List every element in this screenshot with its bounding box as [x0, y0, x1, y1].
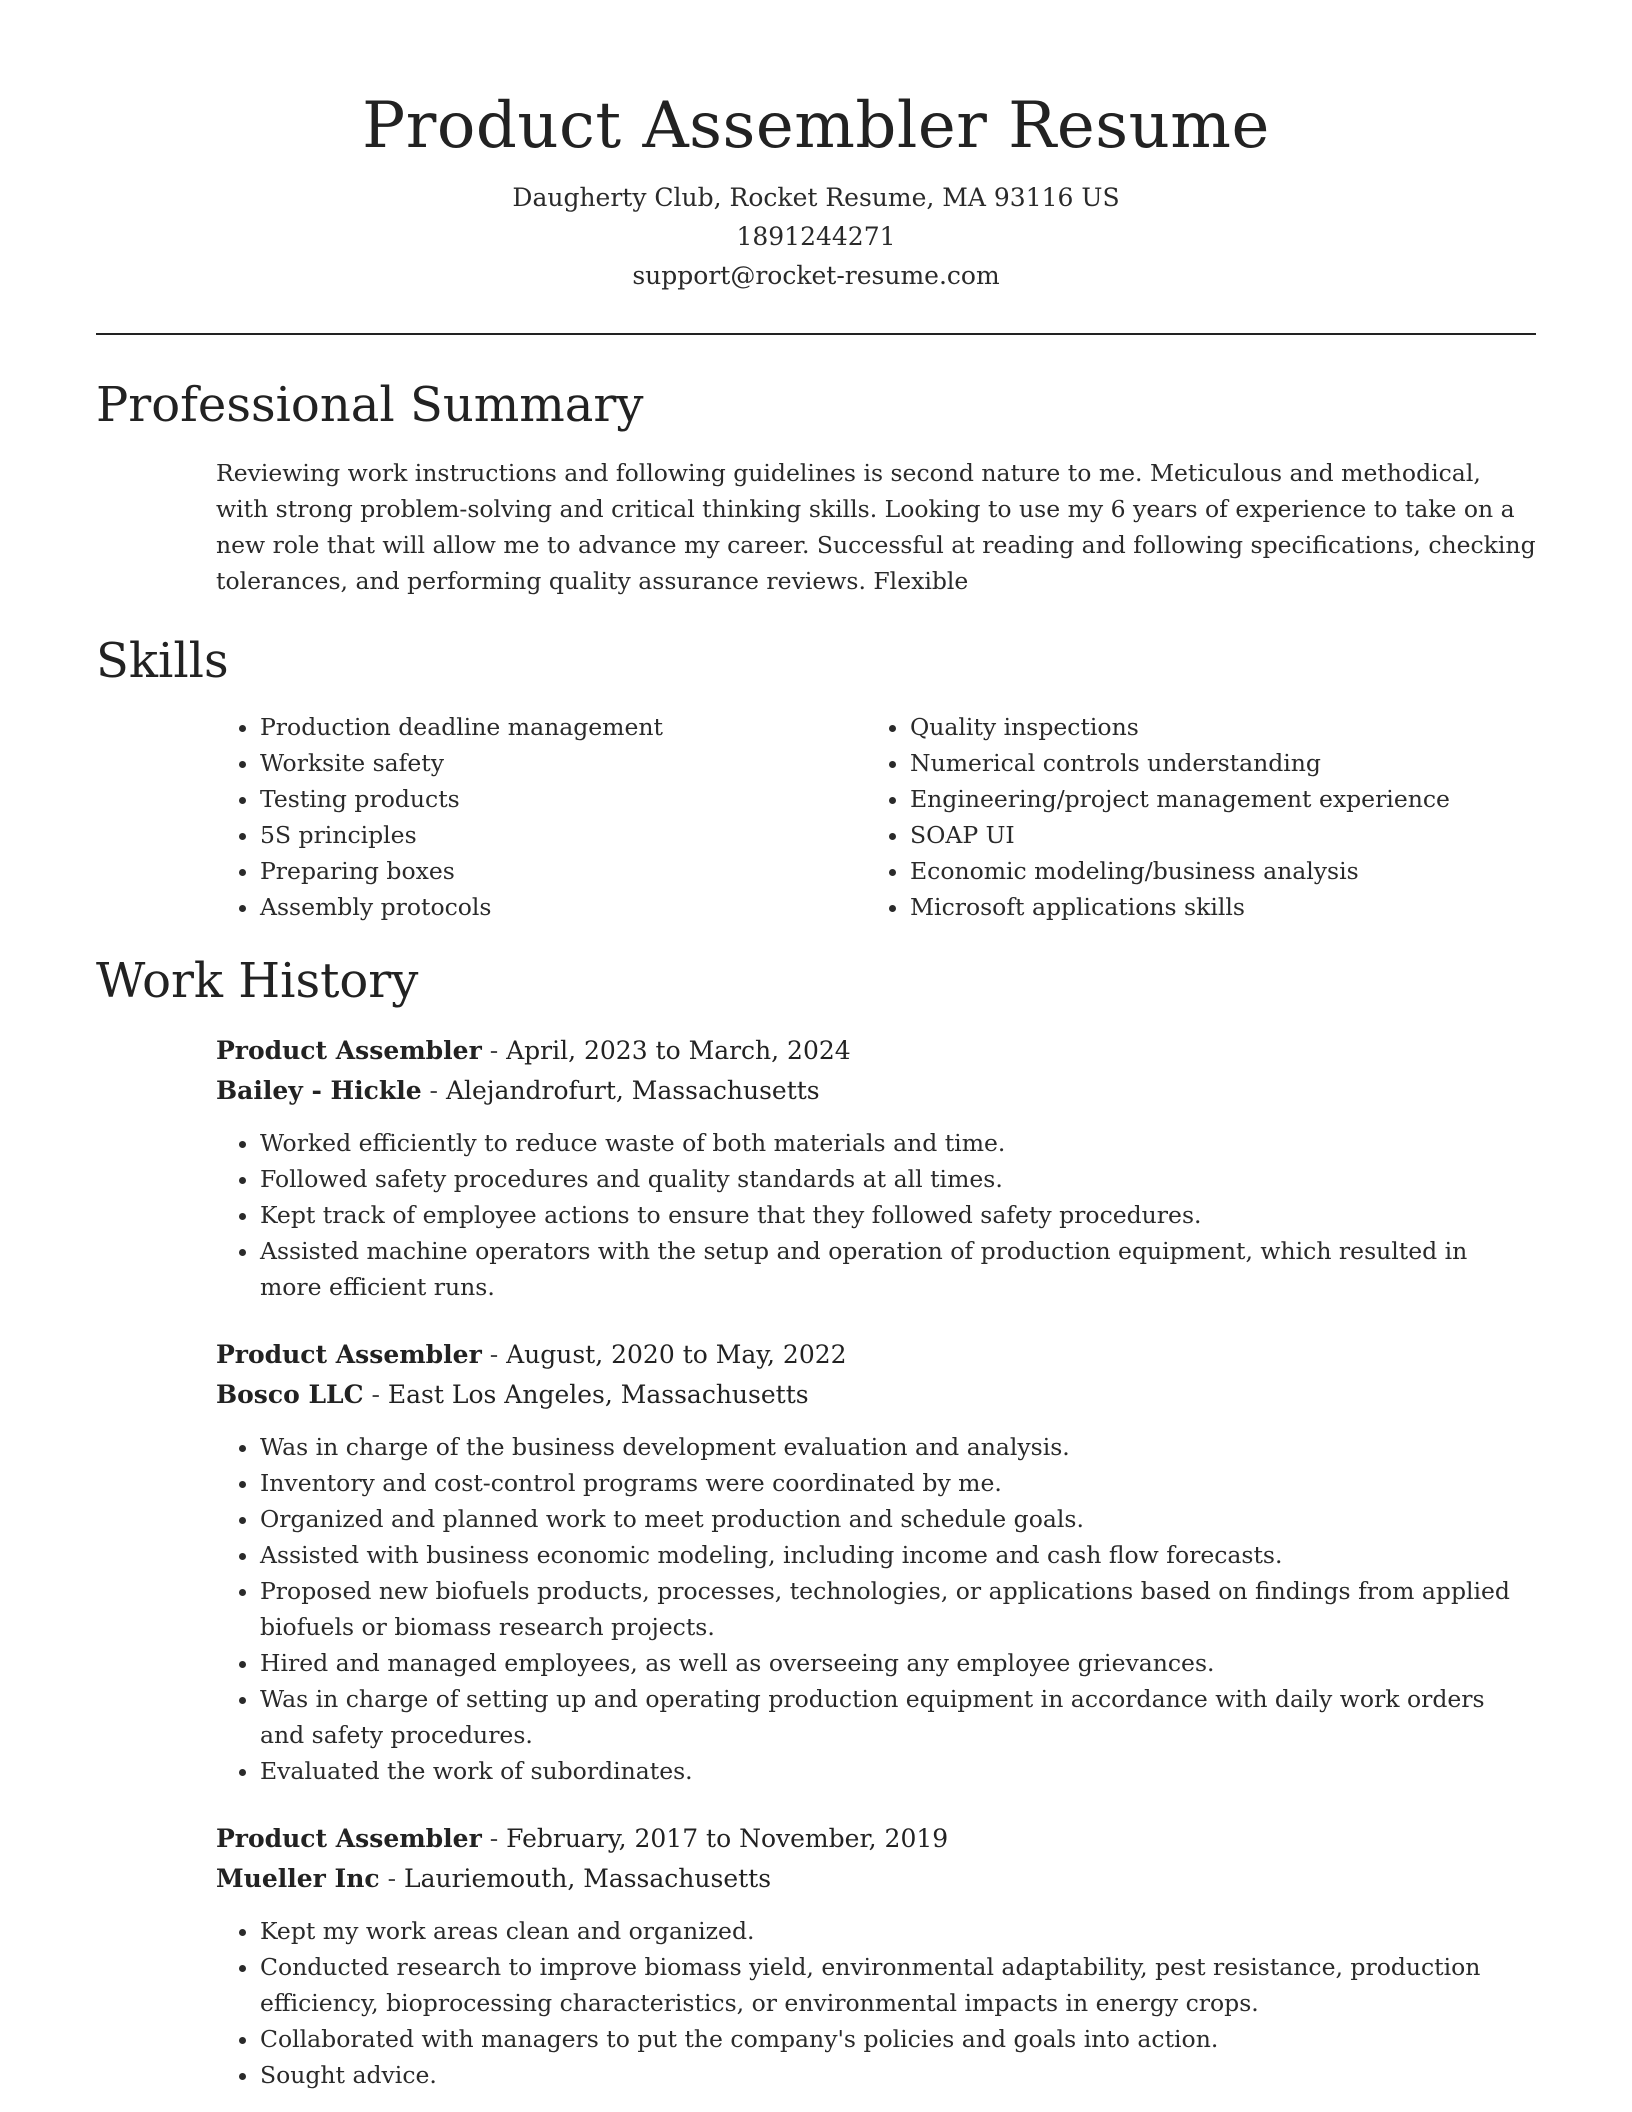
skill-item: • Numerical controls understanding — [910, 745, 1516, 781]
skill-item: • Microsoft applications skills — [910, 889, 1516, 925]
skill-item: • Preparing boxes — [260, 853, 866, 889]
job-company-line — [216, 1375, 1536, 1415]
job-role: Product Assembler — [216, 1036, 482, 1065]
resume-page — [96, 0, 1536, 2093]
skills-list-right — [866, 709, 1516, 925]
duty-item: • Followed safety procedures and quality standards at all times. — [260, 1161, 1536, 1197]
skill-item: • SOAP UI — [910, 817, 1516, 853]
separator: - — [481, 1340, 507, 1369]
separator: - — [379, 1864, 404, 1893]
skill-item: • Production deadline management — [260, 709, 866, 745]
job-role: Product Assembler — [216, 1340, 482, 1369]
duty-item: • Collaborated with managers to put the company's policies and goals into action. — [260, 2021, 1536, 2057]
job-title-line — [216, 1335, 1536, 1375]
duty-item: • Sought advice. — [260, 2057, 1536, 2093]
skills-list-left — [216, 709, 866, 925]
duty-item: • Hired and managed employees, as well as overseeing any employee grievances. — [260, 1645, 1536, 1681]
separator: - — [481, 1824, 507, 1853]
separator: - — [421, 1076, 446, 1105]
duty-item: • Inventory and cost-control programs were coordinated by me. — [260, 1465, 1536, 1501]
job-location: Lauriemouth, Massachusetts — [403, 1864, 772, 1893]
job-entry — [216, 1031, 1536, 1305]
job-company: Bosco LLC — [216, 1380, 364, 1409]
job-dates: February, 2017 to November, 2019 — [506, 1824, 949, 1853]
job-title-line — [216, 1031, 1536, 1071]
skill-item: • Testing products — [260, 781, 866, 817]
job-location: East Los Angeles, Massachusetts — [387, 1380, 809, 1409]
duty-item: • Assisted machine operators with the setup and operation of production equipment, which resulted in more efficient runs. — [260, 1233, 1536, 1305]
job-dates: August, 2020 to May, 2022 — [506, 1340, 847, 1369]
resume-header — [96, 0, 1536, 295]
separator: - — [481, 1036, 507, 1065]
contact-phone: 1891244271 — [736, 222, 896, 251]
skill-item: • Assembly protocols — [260, 889, 866, 925]
duty-item: • Organized and planned work to meet production and schedule goals. — [260, 1501, 1536, 1537]
contact-address: Daugherty Club, Rocket Resume, MA 93116 US — [512, 183, 1120, 212]
job-title-line — [216, 1819, 1536, 1859]
job-company-line — [216, 1859, 1536, 1899]
job-duties — [216, 1913, 1536, 2093]
header-divider — [96, 333, 1536, 335]
duty-item: • Assisted with business economic modeling, including income and cash flow forecasts. — [260, 1537, 1536, 1573]
duty-item: • Evaluated the work of subordinates. — [260, 1753, 1536, 1789]
skill-item: • Worksite safety — [260, 745, 866, 781]
skill-item: • Engineering/project management experience — [910, 781, 1516, 817]
duty-item: • Kept track of employee actions to ensure that they followed safety procedures. — [260, 1197, 1536, 1233]
job-duties — [216, 1125, 1536, 1305]
duty-item: • Kept my work areas clean and organized. — [260, 1913, 1536, 1949]
skill-item: • Economic modeling/business analysis — [910, 853, 1516, 889]
job-company: Bailey - Hickle — [216, 1076, 422, 1105]
job-entry — [216, 1819, 1536, 2093]
job-dates: April, 2023 to March, 2024 — [506, 1036, 851, 1065]
job-company: Mueller Inc — [216, 1864, 380, 1893]
job-duties — [216, 1429, 1536, 1789]
duty-item: • Conducted research to improve biomass yield, environmental adaptability, pest resistance, production efficiency, bioprocessing characteristics, or environmental impacts in energy crops. — [260, 1949, 1536, 2021]
duty-item: • Proposed new biofuels products, processes, technologies, or applications based on findings from applied biofuels or biomass research projects. — [260, 1573, 1536, 1645]
summary-heading: Professional Summary — [96, 377, 644, 433]
skill-item: • Quality inspections — [910, 709, 1516, 745]
separator: - — [363, 1380, 388, 1409]
skill-item: • 5S principles — [260, 817, 866, 853]
job-role: Product Assembler — [216, 1824, 482, 1853]
contact-block — [96, 178, 1536, 295]
resume-title: Product Assembler Resume — [362, 89, 1270, 163]
contact-email: support@rocket-resume.com — [632, 261, 1000, 290]
skills-grid — [216, 709, 1536, 925]
work-history-heading: Work History — [96, 953, 419, 1009]
duty-item: • Worked efficiently to reduce waste of both materials and time. — [260, 1125, 1536, 1161]
job-entry — [216, 1335, 1536, 1789]
summary-text: Reviewing work instructions and following guidelines is second nature to me. Meticulous and methodical, with strong problem-solving and critical thinking skills. Looking to use my 6 years of experience to take on a new role that will allow me to advance my career. Successful at reading and following specifications, checking tolerances, and performing quality assurance reviews. Flexible — [216, 459, 1536, 595]
skills-heading: Skills — [96, 633, 229, 689]
duty-item: • Was in charge of setting up and operating production equipment in accordance with daily work orders and safety procedures. — [260, 1681, 1536, 1753]
duty-item: • Was in charge of the business development evaluation and analysis. — [260, 1429, 1536, 1465]
job-location: Alejandrofurt, Massachusetts — [445, 1076, 820, 1105]
job-company-line — [216, 1071, 1536, 1111]
